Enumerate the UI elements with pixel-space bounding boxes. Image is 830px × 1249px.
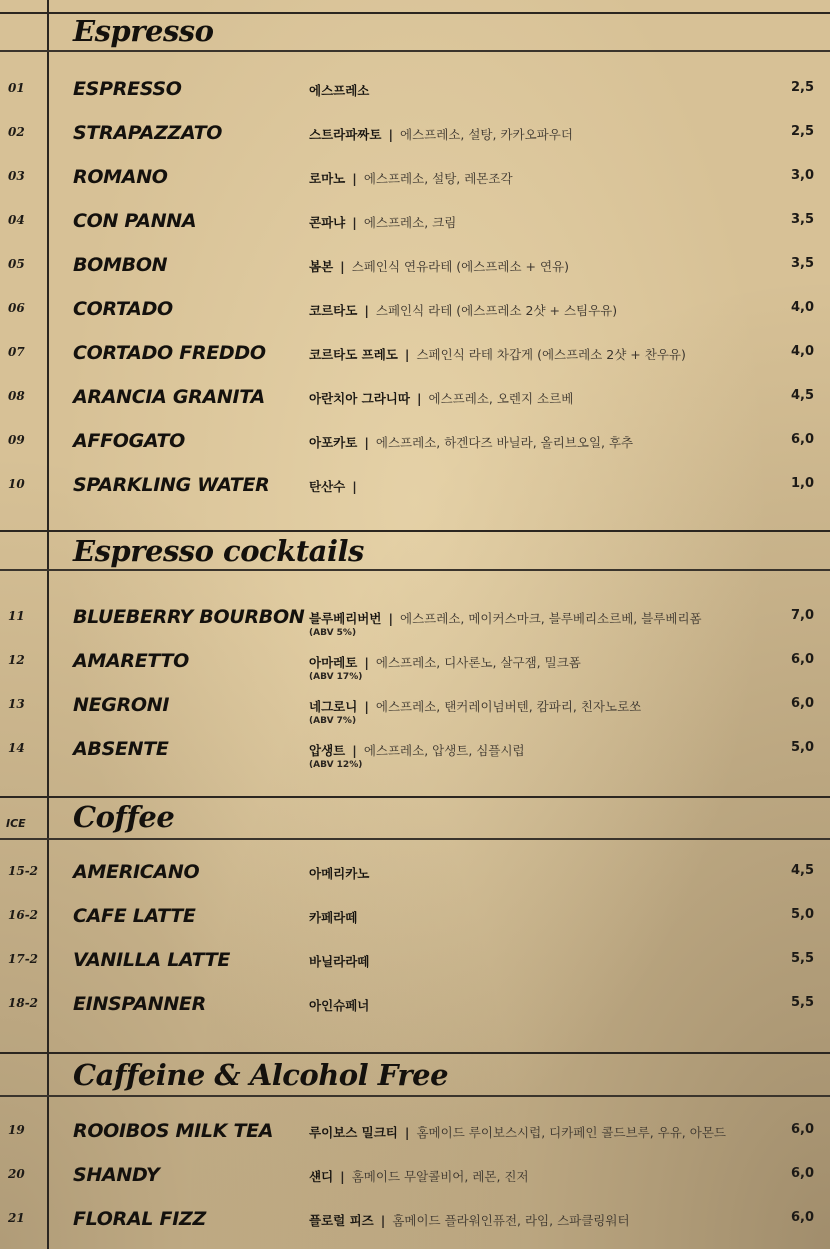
item-korean-name: 플로럴 피즈 [309, 1213, 374, 1228]
menu-item-row [0, 694, 830, 734]
item-korean-name: 아란치아 그라니따 [309, 391, 410, 406]
item-korean-name: 탄산수 [309, 479, 346, 494]
item-price: 6,0 [790, 1210, 814, 1225]
item-korean-name: 루이보스 밀크티 [309, 1125, 398, 1140]
item-number: 14 [8, 741, 25, 755]
item-ingredients: 홈메이드 루이보스시럽, 디카페인 콜드브루, 우유, 아몬드 [416, 1125, 726, 1140]
item-abv: (ABV 17%) [309, 672, 363, 682]
item-number: 19 [8, 1123, 25, 1137]
item-price: 3,0 [790, 168, 814, 183]
item-abv: (ABV 12%) [309, 760, 363, 770]
item-korean-name: 에스프레소 [309, 83, 370, 98]
item-korean-name: 카페라떼 [309, 910, 358, 925]
item-abv: (ABV 7%) [309, 716, 357, 726]
item-name: CAFE LATTE [73, 905, 196, 927]
item-ingredients: 에스프레소, 탠커레이넘버텐, 캄파리, 친자노로쏘 [375, 699, 642, 714]
item-number: 06 [8, 301, 25, 315]
item-description [309, 697, 641, 715]
item-price: 4,0 [790, 344, 814, 359]
menu-item-row [0, 122, 830, 162]
section-title-espresso: Espresso [73, 14, 214, 48]
item-price: 5,0 [790, 907, 814, 922]
item-name: STRAPAZZATO [73, 122, 223, 144]
item-description [309, 125, 573, 143]
item-price: 5,5 [790, 995, 814, 1010]
separator: | [380, 1213, 386, 1228]
menu-item-row [0, 430, 830, 470]
menu-item-row [0, 1120, 830, 1160]
separator: | [364, 303, 369, 318]
separator: | [352, 743, 357, 758]
item-number: 16-2 [8, 908, 39, 922]
menu-item-row [0, 949, 830, 989]
item-korean-name: 압생트 [309, 743, 346, 758]
item-korean-name: 아포카토 [309, 435, 358, 450]
separator: | [364, 655, 369, 670]
separator: | [388, 611, 394, 626]
separator: | [352, 171, 357, 186]
item-number: 17-2 [8, 952, 39, 966]
item-number: 13 [8, 697, 25, 711]
menu-item-row [0, 993, 830, 1033]
item-price: 4,0 [790, 300, 814, 315]
item-number: 05 [8, 257, 25, 271]
menu-item-row [0, 386, 830, 426]
item-korean-name: 네그로니 [309, 699, 358, 714]
item-description [309, 864, 369, 882]
item-name: SHANDY [73, 1164, 160, 1186]
item-number: 01 [8, 81, 25, 95]
item-ingredients: 에스프레소, 오렌지 소르베 [428, 391, 574, 406]
item-number: 04 [8, 213, 25, 227]
item-korean-name: 아인슈페너 [309, 998, 370, 1013]
menu-item-row [0, 210, 830, 250]
item-name: BLUEBERRY BOURBON [73, 606, 305, 628]
item-description [309, 301, 617, 319]
menu-item-row [0, 738, 830, 778]
item-name: AMERICANO [73, 861, 200, 883]
item-ingredients: 스페인식 연유라테 (에스프레소 + 연유) [351, 259, 569, 274]
item-korean-name: 스트라파짜토 [309, 127, 382, 142]
section-title-caffeine-alcohol-free: Caffeine & Alcohol Free [73, 1058, 449, 1092]
separator: | [352, 215, 357, 230]
menu-item-row [0, 905, 830, 945]
item-korean-name: 봄본 [309, 259, 334, 274]
separator: | [352, 479, 357, 494]
menu-item-row [0, 298, 830, 338]
item-name: NEGRONI [73, 694, 170, 716]
item-name: VANILLA LATTE [73, 949, 231, 971]
separator: | [416, 391, 422, 406]
item-number: 02 [8, 125, 25, 139]
item-price: 6,0 [790, 432, 814, 447]
section-divider [0, 1095, 830, 1097]
item-number: 08 [8, 389, 25, 403]
item-ingredients: 스페인식 라테 (에스프레소 2샷 + 스팀우유) [375, 303, 618, 318]
menu-item-row [0, 78, 830, 118]
menu-item-row [0, 166, 830, 206]
item-description [309, 952, 369, 970]
item-description [309, 345, 686, 363]
item-korean-name: 코르타도 프레도 [309, 347, 398, 362]
separator: | [364, 699, 369, 714]
item-price: 5,0 [790, 740, 814, 755]
menu-item-row [0, 861, 830, 901]
item-korean-name: 바닐라라떼 [309, 954, 370, 969]
item-ingredients: 홈메이드 플라워인퓨전, 라임, 스파클링워터 [392, 1213, 630, 1228]
item-description [309, 1167, 529, 1185]
item-description [309, 653, 581, 671]
item-ingredients: 스페인식 라테 차갑게 (에스프레소 2샷 + 찬우유) [416, 347, 686, 362]
item-number: 10 [8, 477, 25, 491]
item-price: 4,5 [790, 388, 814, 403]
section-top-line [0, 1052, 830, 1054]
separator: | [404, 347, 410, 362]
item-name: ABSENTE [73, 738, 169, 760]
item-name: FLORAL FIZZ [73, 1208, 206, 1230]
item-name: EINSPANNER [73, 993, 206, 1015]
item-ingredients: 에스프레소, 설탕, 레몬조각 [363, 171, 513, 186]
item-price: 3,5 [790, 256, 814, 271]
item-ingredients: 에스프레소, 크림 [363, 215, 457, 230]
menu-item-row [0, 1208, 830, 1248]
item-description [309, 996, 369, 1014]
item-korean-name: 코르타도 [309, 303, 358, 318]
menu-item-row [0, 342, 830, 382]
section-divider [0, 569, 830, 571]
section-title-espresso-cocktails: Espresso cocktails [73, 534, 364, 568]
item-ingredients: 에스프레소, 하겐다즈 바닐라, 올리브오일, 후추 [375, 435, 634, 450]
item-name: ESPRESSO [73, 78, 182, 100]
item-name: CORTADO FREDDO [73, 342, 266, 364]
menu-item-row [0, 1164, 830, 1204]
section-divider [0, 50, 830, 52]
item-name: SPARKLING WATER [73, 474, 270, 496]
item-price: 6,0 [790, 1122, 814, 1137]
section-divider [0, 838, 830, 840]
item-description [309, 1211, 630, 1229]
item-description [309, 908, 357, 926]
item-number: 11 [8, 609, 25, 623]
item-name: BOMBON [73, 254, 168, 276]
item-description [309, 389, 573, 407]
section-top-line [0, 796, 830, 798]
item-name: ROMANO [73, 166, 168, 188]
menu-item-row [0, 650, 830, 690]
item-description [309, 741, 525, 759]
item-description [309, 213, 456, 231]
item-number: 15-2 [8, 864, 39, 878]
item-number: 12 [8, 653, 25, 667]
item-ingredients: 에스프레소, 설탕, 카카오파우더 [400, 127, 573, 142]
item-description [309, 433, 633, 451]
item-ingredients: 홈메이드 무알콜비어, 레몬, 진저 [351, 1169, 529, 1184]
menu-item-row [0, 606, 830, 646]
separator: | [388, 127, 394, 142]
item-name: CON PANNA [73, 210, 197, 232]
item-description [309, 257, 569, 275]
separator: | [404, 1125, 410, 1140]
item-number: 07 [8, 345, 25, 359]
item-ingredients: 에스프레소, 디사론노, 살구잼, 밀크폼 [375, 655, 581, 670]
ice-label: ICE [6, 817, 26, 830]
item-description [309, 477, 364, 495]
item-description [309, 609, 702, 627]
item-name: ROOIBOS MILK TEA [73, 1120, 274, 1142]
item-description [309, 1123, 726, 1141]
item-price: 7,0 [790, 608, 814, 623]
item-number: 20 [8, 1167, 25, 1181]
item-price: 4,5 [790, 863, 814, 878]
separator: | [364, 435, 369, 450]
item-abv: (ABV 5%) [309, 628, 357, 638]
item-description [309, 81, 369, 99]
item-number: 03 [8, 169, 25, 183]
item-price: 5,5 [790, 951, 814, 966]
item-price: 2,5 [790, 124, 814, 139]
item-ingredients: 에스프레소, 메이커스마크, 블루베리소르베, 블루베리폼 [400, 611, 702, 626]
menu-item-row [0, 254, 830, 294]
item-korean-name: 아마레토 [309, 655, 358, 670]
item-number: 18-2 [8, 996, 39, 1010]
item-price: 6,0 [790, 696, 814, 711]
item-price: 1,0 [790, 476, 814, 491]
item-korean-name: 아메리카노 [309, 866, 370, 881]
item-price: 2,5 [790, 80, 814, 95]
item-korean-name: 섄디 [309, 1169, 334, 1184]
item-price: 3,5 [790, 212, 814, 227]
item-name: ARANCIA GRANITA [73, 386, 265, 408]
item-number: 21 [8, 1211, 25, 1225]
item-ingredients: 에스프레소, 압생트, 심플시럽 [363, 743, 525, 758]
item-korean-name: 블루베리버번 [309, 611, 382, 626]
item-name: CORTADO [73, 298, 173, 320]
item-korean-name: 로마노 [309, 171, 346, 186]
item-korean-name: 콘파냐 [309, 215, 346, 230]
menu-item-row [0, 474, 830, 514]
section-title-coffee: Coffee [73, 800, 175, 834]
separator: | [340, 1169, 345, 1184]
item-price: 6,0 [790, 1166, 814, 1181]
separator: | [340, 259, 345, 274]
item-description [309, 169, 513, 187]
item-number: 09 [8, 433, 25, 447]
item-name: AMARETTO [73, 650, 190, 672]
item-price: 6,0 [790, 652, 814, 667]
section-top-line [0, 530, 830, 532]
item-name: AFFOGATO [73, 430, 186, 452]
